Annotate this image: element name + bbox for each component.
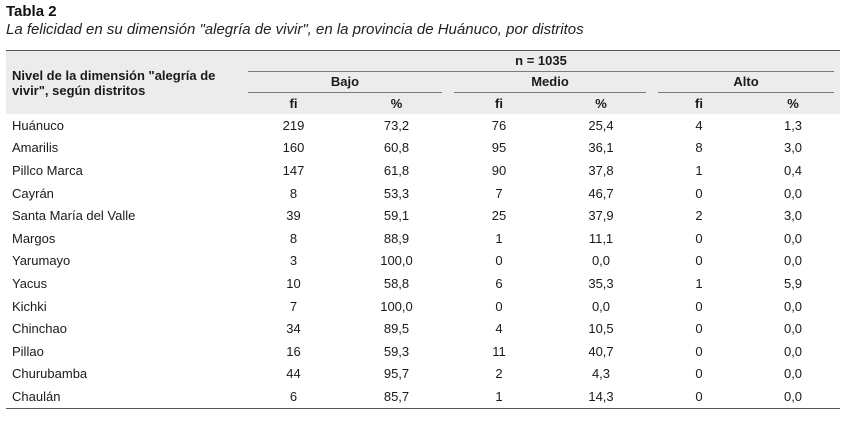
cell-pct: 100,0 (380, 253, 413, 269)
cell-pct: 14,3 (550, 385, 652, 408)
cell-pct: 95,7 (383, 366, 410, 382)
table-row (6, 182, 840, 205)
district-name: Cayrán (12, 185, 54, 201)
group-label: Alto (658, 72, 834, 93)
cell-fi: 4 (495, 321, 503, 337)
cell-fi: 34 (286, 321, 301, 337)
cell-fi: 2 (495, 366, 503, 382)
cell-pct: 0,0 (783, 298, 803, 314)
cell-fi: 0 (695, 321, 703, 337)
district-name: Amarilis (12, 140, 59, 156)
district-name: Margos (12, 230, 56, 246)
cell-pct: 0,0 (783, 366, 803, 382)
cell-pct: 0,0 (783, 253, 803, 269)
group-label: Medio (454, 72, 646, 93)
cell-pct: 0,0 (591, 298, 611, 314)
cell-fi: 8 (695, 140, 703, 156)
cell-fi: 0 (495, 298, 503, 314)
cell-fi: 6 (495, 275, 503, 291)
cell-pct: 46,7 (588, 185, 614, 201)
cell-fi: 160 (282, 140, 305, 156)
district-name: Pillco Marca (12, 162, 83, 178)
table-row (6, 340, 840, 363)
group-label: Bajo (248, 72, 442, 93)
table-label: Tabla 2 (6, 3, 57, 20)
cell-pct: 0,0 (783, 321, 803, 337)
district-name: Churubamba (12, 366, 88, 382)
cell-pct: 3,0 (783, 208, 803, 224)
cell-fi: 1 (495, 230, 503, 246)
cell-fi: 219 (282, 117, 305, 133)
cell-pct: 4,3 (591, 366, 611, 382)
cell-fi: 1 (695, 162, 703, 178)
cell-pct: 100,0 (380, 298, 413, 314)
cell-pct: 58,8 (383, 275, 410, 291)
cell-pct: 35,3 (588, 275, 614, 291)
cell-fi: 0 (695, 185, 703, 201)
cell-pct: 10,5 (588, 321, 614, 337)
cell-fi: 6 (242, 385, 345, 408)
cell-fi: 25 (491, 208, 507, 224)
cell-pct: 89,5 (383, 321, 410, 337)
cell-pct: 0,0 (783, 343, 803, 359)
cell-fi: 2 (695, 208, 703, 224)
subheader-pct: % (550, 93, 652, 114)
cell-pct: 25,4 (588, 117, 614, 133)
cell-pct: 59,1 (383, 208, 410, 224)
cell-pct: 5,9 (783, 275, 803, 291)
cell-fi: 95 (491, 140, 507, 156)
cell-fi: 0 (695, 298, 703, 314)
subheader-fi: fi (448, 93, 550, 114)
table-row (6, 204, 840, 227)
cell-pct: 37,8 (588, 162, 614, 178)
cell-fi: 39 (286, 208, 301, 224)
table-row (6, 272, 840, 295)
cell-pct: 0,0 (746, 385, 840, 408)
row-header: Nivel de la dimensión "alegría de vivir", según distritos (6, 51, 242, 115)
district-name: Pillao (12, 343, 44, 359)
cell-fi: 147 (282, 162, 305, 178)
cell-fi: 7 (289, 298, 298, 314)
cell-fi: 0 (652, 385, 746, 408)
group-header-medio (448, 72, 652, 93)
cell-pct: 11,1 (588, 230, 614, 246)
header-row-n (6, 51, 840, 73)
table-row (6, 227, 840, 250)
cell-pct: 0,0 (591, 253, 611, 269)
cell-fi: 7 (495, 185, 503, 201)
cell-fi: 3 (289, 253, 298, 269)
n-label: n = 1035 (248, 51, 834, 72)
district-name: Santa María del Valle (12, 208, 136, 224)
table-row (6, 137, 840, 160)
cell-fi: 90 (491, 162, 507, 178)
cell-pct: 37,9 (588, 208, 614, 224)
cell-fi: 10 (286, 275, 301, 291)
cell-pct: 53,3 (383, 185, 410, 201)
district-name: Yacus (12, 275, 48, 291)
cell-pct: 0,0 (783, 230, 803, 246)
group-header-alto (652, 72, 840, 93)
table-body (6, 114, 840, 408)
cell-fi: 1 (448, 385, 550, 408)
cell-pct: 0,0 (783, 185, 803, 201)
district-name: Huánuco (12, 117, 65, 133)
cell-pct: 88,9 (383, 230, 410, 246)
cell-pct: 61,8 (383, 162, 410, 178)
table-row (6, 159, 840, 182)
n-header (242, 51, 840, 73)
table-row (6, 363, 840, 386)
cell-fi: 0 (695, 253, 703, 269)
cell-fi: 1 (695, 275, 703, 291)
table-row (6, 114, 840, 137)
cell-fi: 0 (695, 343, 703, 359)
cell-fi: 0 (695, 230, 703, 246)
subheader-fi: fi (242, 93, 345, 114)
data-table (6, 50, 840, 409)
table-row (6, 295, 840, 318)
cell-fi: 11 (492, 343, 506, 359)
cell-fi: 8 (289, 185, 298, 201)
district-name: Chinchao (12, 321, 67, 337)
cell-fi: 0 (495, 253, 503, 269)
subheader-pct: % (746, 93, 840, 114)
table-caption: La felicidad en su dimensión "alegría de vivir", en la provincia de Huánuco, por distritos (6, 21, 584, 38)
cell-pct: 1,3 (783, 117, 803, 133)
group-header-bajo (242, 72, 448, 93)
cell-pct: 0,4 (783, 162, 803, 178)
cell-pct: 73,2 (383, 117, 410, 133)
cell-pct: 3,0 (783, 140, 803, 156)
cell-fi: 4 (695, 117, 703, 133)
table-row (6, 385, 840, 408)
table-row (6, 317, 840, 340)
cell-pct: 40,7 (588, 343, 614, 359)
cell-pct: 85,7 (345, 385, 448, 408)
cell-fi: 16 (286, 343, 301, 359)
cell-fi: 44 (286, 366, 301, 382)
subheader-pct: % (345, 93, 448, 114)
cell-fi: 76 (491, 117, 507, 133)
cell-pct: 36,1 (588, 140, 614, 156)
subheader-fi: fi (652, 93, 746, 114)
district-name: Kichki (12, 298, 47, 314)
cell-fi: 8 (289, 230, 298, 246)
cell-fi: 0 (695, 366, 703, 382)
cell-pct: 59,3 (383, 343, 410, 359)
district-name: Chaulán (6, 385, 242, 408)
table-row (6, 250, 840, 273)
district-name: Yarumayo (12, 253, 71, 269)
cell-pct: 60,8 (383, 140, 410, 156)
